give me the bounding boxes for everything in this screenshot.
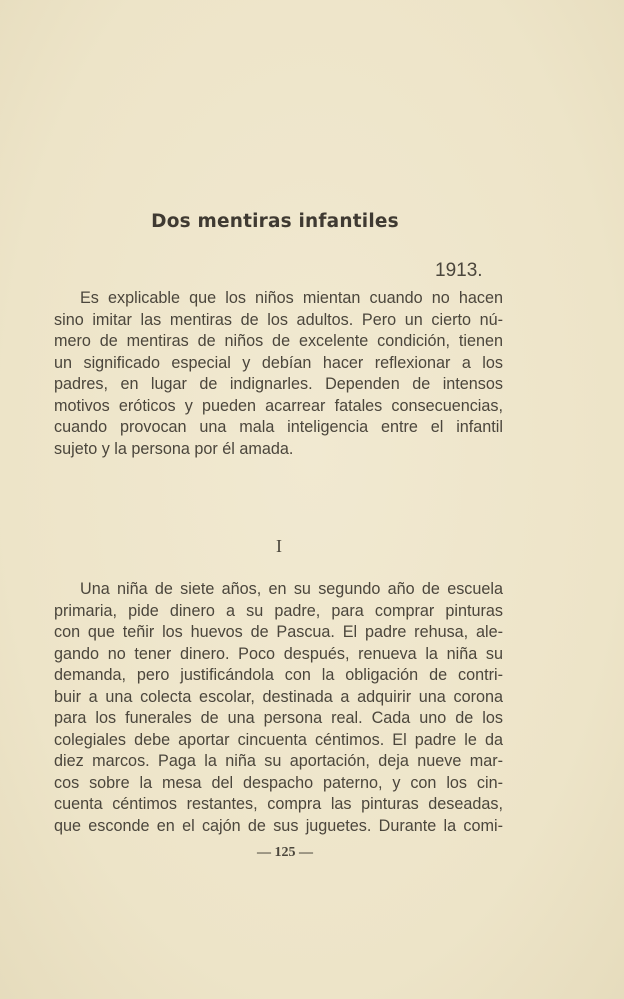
text-line: motivos eróticos y pueden acarrear fatales consecuencias, (54, 396, 503, 415)
text-line: buir a una colecta escolar, destinada a adquirir una corona (54, 687, 503, 706)
text-line: cuando provocan una mala inteligencia entre el infantil (54, 418, 503, 436)
text-line: que esconde en el cajón de sus juguetes. Durante la comi- (54, 816, 503, 835)
text-line: Es explicable que los niños mientan cuando no hacen (80, 289, 503, 307)
text-line: con que teñir los huevos de Pascua. El padre rehusa, ale- (54, 623, 503, 641)
text-line: primaria, pide dinero a su padre, para comprar pinturas (54, 601, 503, 620)
text-line: Una niña de siete años, en su segundo año de escuela (80, 580, 503, 598)
text-line: colegiales debe aportar cincuenta céntimos. El padre le da (54, 730, 503, 749)
text-line: padres, en lugar de indignarles. Dependen de intensos (54, 375, 503, 393)
text-line: gando no tener dinero. Poco después, renueva la niña su (54, 644, 503, 663)
section-number: I (276, 536, 282, 556)
text-line: sino imitar las mentiras de los adultos. Pero un cierto nú- (54, 310, 503, 329)
page-number: — 125 — (257, 845, 313, 860)
text-line: cuenta céntimos restantes, compra las pinturas deseadas, (54, 795, 503, 813)
text-line: para los funerales de una persona real. Cada uno de los (54, 709, 503, 727)
section-paragraph (54, 579, 503, 837)
intro-paragraph (54, 288, 503, 460)
text-line: sujeto y la persona por él amada. (54, 439, 294, 458)
text-line: cos sobre la mesa del despacho paterno, y con los cin- (54, 773, 503, 792)
text-line: diez marcos. Paga la niña su aportación, deja nueve mar- (54, 752, 503, 770)
chapter-title: Dos mentiras infantiles (151, 211, 399, 232)
text-line: mero de mentiras de niños de excelente condición, tienen (54, 332, 503, 350)
text-line: un significado especial y debían hacer reflexionar a los (54, 353, 503, 372)
chapter-date: 1913. (435, 260, 483, 281)
text-line: demanda, pero justificándola con la obligación de contri- (54, 666, 503, 684)
